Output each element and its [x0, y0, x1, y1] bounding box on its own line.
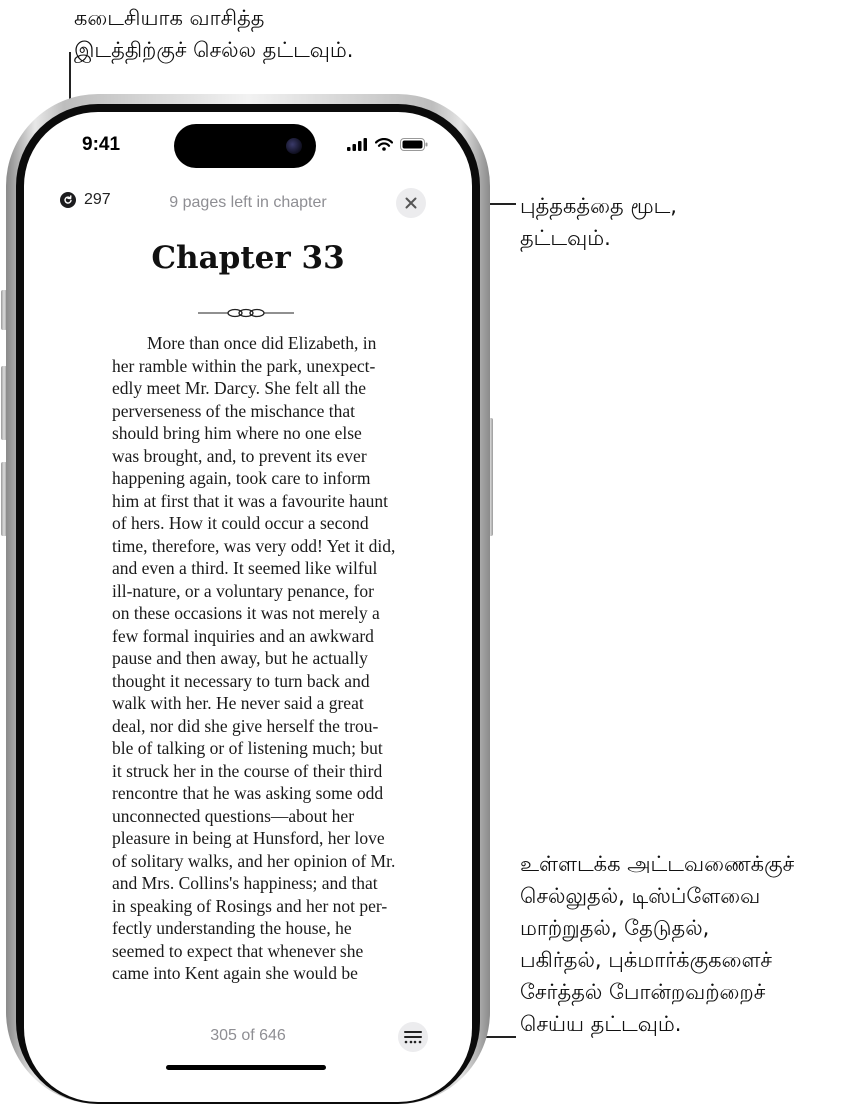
text-line: on these occasions it was not merely a	[112, 603, 380, 623]
text-line: time, therefore, was very odd! Yet it did,	[112, 535, 396, 556]
text-line: ill-nature, or a voluntary penance, for	[112, 580, 374, 601]
callout-close-book	[520, 190, 677, 254]
last-read-page-number: 297	[84, 191, 111, 208]
battery-icon	[400, 138, 428, 151]
text-line: More than once did Elizabeth, in	[147, 333, 377, 353]
text-line: of hers. How it could occur a second	[112, 513, 369, 533]
dynamic-island	[174, 124, 316, 168]
text-line: in speaking of Rosings and her not per-	[112, 895, 388, 916]
callout-menu-line-3: மாற்றுதல், தேடுதல்,	[520, 916, 710, 940]
reader-menu-button[interactable]	[398, 1022, 428, 1052]
callout-menu-line-4: பகிர்தல், புக்மார்க்குகளைச்	[520, 948, 773, 972]
book-text	[112, 332, 430, 985]
text-line: and Mrs. Collins's happiness; and that	[112, 873, 378, 893]
text-line: it struck her in the course of their third	[112, 760, 383, 781]
callout-last-read	[74, 2, 353, 66]
text-line: walk with her. He never said a great	[112, 693, 364, 713]
text-line: fectly understanding the house, he	[112, 918, 352, 938]
text-line: him at first that it was a favourite haunt	[112, 490, 389, 511]
callout-menu-line-1: உள்ளடக்க அட்டவணைக்குச்	[520, 852, 795, 876]
text-line: perverseness of the mischance that	[112, 400, 355, 421]
text-line: and even a third. It seemed like wilful	[112, 558, 378, 578]
close-book-button[interactable]	[396, 188, 426, 218]
menu-lines-icon	[404, 1030, 422, 1044]
text-line: deal, nor did she give herself the trou-	[112, 715, 379, 736]
text-line: was brought, and, to prevent its ever	[112, 445, 367, 466]
wifi-icon	[375, 138, 393, 151]
callout-close-book-line-2: தட்டவும்.	[520, 226, 611, 250]
callout-last-read-line-1: கடைசியாக வாசித்த	[74, 6, 265, 30]
status-time: 9:41	[82, 134, 121, 155]
callout-menu-line-6: செய்ய தட்டவும்.	[520, 1012, 682, 1036]
text-line: rencontre that he was asking some odd	[112, 783, 384, 803]
text-line: unconnected questions—about her	[112, 805, 355, 826]
callout-close-book-line-1: புத்தகத்தை மூட,	[520, 194, 677, 218]
text-line: few formal inquiries and an awkward	[112, 625, 374, 646]
text-line: came into Kent again she would be	[112, 963, 358, 983]
status-icons	[347, 138, 428, 151]
text-line: seemed to expect that whenever she	[112, 940, 364, 961]
callout-menu	[520, 848, 794, 1040]
pages-left-label: 9 pages left in chapter	[169, 194, 327, 211]
chapter-title: Chapter 33	[151, 240, 345, 276]
text-line: her ramble within the park, unexpect-	[112, 355, 376, 376]
text-line: edly meet Mr. Darcy. She felt all the	[112, 378, 366, 398]
text-line: of solitary walks, and her opinion of Mr.	[112, 850, 396, 871]
phone-screen	[24, 112, 472, 1102]
text-line: ble of talking or of listening much; but	[112, 738, 383, 758]
text-line: should bring him where no one else	[112, 423, 362, 443]
page-count-label: 305 of 646	[210, 1027, 286, 1044]
cellular-signal-icon	[347, 138, 368, 151]
text-line: happening again, took care to inform	[112, 468, 371, 488]
chapter-ornament-icon	[198, 305, 294, 321]
home-indicator[interactable]	[166, 1065, 326, 1070]
callout-menu-line-2: செல்லுதல், டிஸ்ப்ளேவை	[520, 884, 761, 908]
text-line: thought it necessary to turn back and	[112, 670, 370, 691]
callout-menu-line-5: சேர்த்தல் போன்றவற்றைச்	[520, 980, 766, 1004]
close-icon	[405, 197, 417, 209]
text-line: pleasure in being at Hunsford, her love	[112, 828, 385, 848]
text-line: pause and then away, but he actually	[112, 648, 368, 668]
camera-icon	[286, 138, 302, 154]
callout-last-read-line-2: இடத்திற்குச் செல்ல தட்டவும்.	[74, 38, 354, 62]
